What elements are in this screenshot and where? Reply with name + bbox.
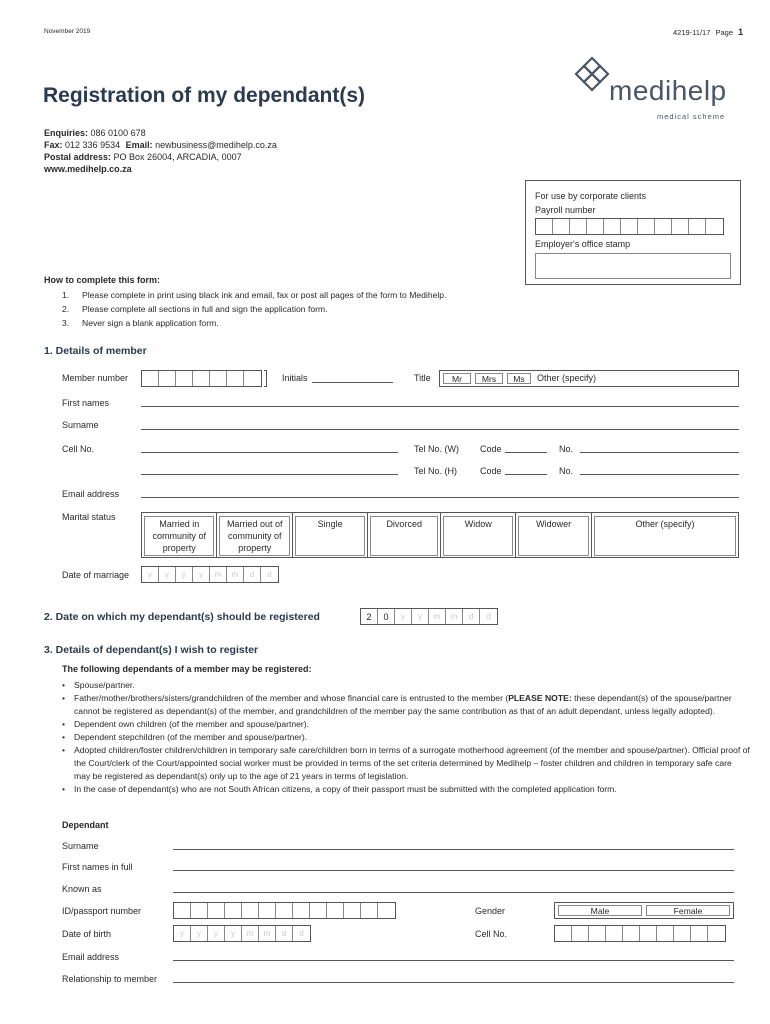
cell-label: Cell No.	[62, 444, 95, 454]
form-code	[673, 27, 743, 37]
tel-h-code-label: Code	[480, 466, 502, 476]
tel-h-label: Tel No. (H)	[414, 466, 458, 476]
payroll-number-input[interactable]	[535, 218, 724, 235]
email-value: newbusiness@medihelp.co.za	[155, 140, 277, 150]
instruction-item	[62, 318, 219, 328]
medihelp-logo	[574, 56, 727, 126]
member-number-input[interactable]	[141, 370, 262, 387]
instruction-num: 3.	[62, 318, 70, 328]
marital-status-label: Marital status	[62, 512, 116, 522]
postal-label: Postal address:	[44, 152, 112, 162]
instruction-num: 2.	[62, 304, 70, 314]
corporate-heading: For use by corporate clients	[535, 191, 647, 201]
marital-status-options	[141, 512, 739, 558]
surname-label: Surname	[62, 420, 99, 430]
brand-name: medihelp	[609, 75, 727, 106]
dependant-cell-label: Cell No.	[475, 929, 508, 939]
tel-w-code-label: Code	[480, 444, 502, 454]
stamp-area[interactable]	[535, 253, 731, 279]
title-mrs-option[interactable]: Mrs	[475, 373, 503, 384]
dependant-email-label: Email address	[62, 952, 120, 962]
dependant-id-input[interactable]	[173, 902, 396, 919]
dependant-rules-list	[60, 679, 750, 796]
fax-value: 012 336 9534	[65, 140, 121, 150]
surname-input[interactable]	[141, 429, 739, 430]
dependant-email-input[interactable]	[173, 960, 734, 961]
gender-female-option[interactable]: Female	[646, 905, 730, 916]
dependant-id-label: ID/passport number	[62, 906, 142, 916]
dependant-gender-label: Gender	[475, 906, 506, 916]
payroll-label: Payroll number	[535, 205, 596, 215]
date-of-marriage-input[interactable]: y y y y m m d d	[141, 566, 279, 583]
dependant-heading: Dependant	[62, 820, 109, 830]
list-item: • Adopted children/foster children/children in temporary safe care/children born in terms of a surrogate motherhood agreement (of the member and spouse/partner). Official proof of the Court/clerk of the Court/appointed social worker must be provided in terms of the set criteria determined by Medihelp – foster children and children in temporary safe care may be registered as dependant(s) only up to the age of 21 years in terms of legislation.	[60, 744, 750, 783]
gender-male-option[interactable]: Male	[558, 905, 642, 916]
tel-h-no-label: No.	[559, 466, 574, 476]
email-address-input[interactable]	[141, 497, 739, 498]
instruction-text: Never sign a blank application form.	[82, 318, 219, 328]
instructions-heading: How to complete this form:	[44, 275, 161, 285]
email-label: Email:	[125, 140, 153, 150]
dependant-known-as-label: Known as	[62, 884, 102, 894]
initials-input[interactable]	[312, 382, 393, 383]
dependant-relationship-label: Relationship to member	[62, 974, 158, 984]
tel-w-no-input[interactable]	[580, 452, 739, 453]
tel-w-no-label: No.	[559, 444, 574, 454]
marital-option[interactable]: Single	[293, 513, 368, 557]
dependant-dob-label: Date of birth	[62, 929, 112, 939]
section3-subheading: The following dependants of a member may be registered:	[62, 664, 312, 674]
marital-option[interactable]: Other (specify)	[592, 513, 738, 557]
page-number: 1	[738, 27, 744, 37]
stamp-label: Employer's office stamp	[535, 239, 631, 249]
section2-heading: 2. Date on which my dependant(s) should be registered	[44, 611, 320, 623]
dependant-known-as-input[interactable]	[173, 892, 734, 893]
section3-heading: 3. Details of dependant(s) I wish to register	[44, 644, 259, 656]
dependant-dob-input[interactable]: y y y y m m d d	[173, 925, 311, 942]
fax-line	[44, 140, 277, 150]
page-title: Registration of my dependant(s)	[43, 84, 366, 107]
list-item: • In the case of dependant(s) who are not South African citizens, a copy of their passport must be submitted with the completed application form.	[60, 783, 750, 796]
marital-option[interactable]: Divorced	[368, 513, 441, 557]
instruction-text: Please complete all sections in full and sign the application form.	[82, 304, 328, 314]
postal-value: PO Box 26004, ARCADIA, 0007	[113, 152, 242, 162]
dependant-cell-input[interactable]	[554, 925, 726, 942]
form-code-value: 4219-11/17	[673, 28, 711, 37]
tel-h-no-input[interactable]	[580, 474, 739, 475]
list-item: • Dependent own children (of the member and spouse/partner).	[60, 718, 750, 731]
list-item: • Dependent stepchildren (of the member and spouse/partner).	[60, 731, 750, 744]
cell-input[interactable]	[141, 452, 398, 453]
first-names-label: First names	[62, 398, 110, 408]
cell-input-2[interactable]	[141, 474, 398, 475]
dependant-first-names-label: First names in full	[62, 862, 133, 872]
form-date: November 2019	[44, 28, 91, 35]
member-number-extra[interactable]	[264, 370, 267, 387]
enquiries-value: 086 0100 678	[90, 128, 146, 138]
marital-option[interactable]: Married in community of property	[142, 513, 217, 557]
email-address-label: Email address	[62, 489, 120, 499]
title-label: Title	[414, 373, 431, 383]
tel-w-label: Tel No. (W)	[414, 444, 459, 454]
marital-option[interactable]: Widower	[516, 513, 591, 557]
please-note-label: PLEASE NOTE:	[508, 693, 572, 703]
instruction-text: Please complete in print using black ink and email, fax or post all pages of the form to Medihelp.	[82, 290, 447, 300]
marital-option[interactable]: Married out of community of property	[217, 513, 292, 557]
tel-h-code-input[interactable]	[505, 474, 547, 475]
initials-label: Initials	[282, 373, 308, 383]
first-names-input[interactable]	[141, 406, 739, 407]
instruction-item	[62, 290, 446, 300]
enquiries-label: Enquiries:	[44, 128, 89, 138]
corporate-box	[525, 180, 741, 285]
medihelp-logo-icon	[574, 56, 610, 92]
title-mr-option[interactable]: Mr	[443, 373, 471, 384]
instruction-num: 1.	[62, 290, 70, 300]
instruction-item	[62, 304, 328, 314]
marital-option[interactable]: Widow	[441, 513, 516, 557]
section1-heading: 1. Details of member	[44, 345, 147, 357]
date-of-marriage-label: Date of marriage	[62, 570, 130, 580]
dependant-first-names-input[interactable]	[173, 870, 734, 871]
postal-line	[44, 152, 242, 162]
fax-label: Fax:	[44, 140, 63, 150]
list-item: • Father/mother/brothers/sisters/grandchildren of the member and whose financial care is entrusted to the member (PLEASE NOTE: these dependant(s) of the spouse/partner cannot be registered as dependant(s) of the member, and grandchildren of the member pay the same contribution as that of an adult dependant, unless legally adopted).	[60, 692, 750, 718]
dependant-relationship-input[interactable]	[173, 982, 734, 983]
tel-w-code-input[interactable]	[505, 452, 547, 453]
member-number-label: Member number	[62, 373, 129, 383]
brand-tagline: medical scheme	[657, 112, 726, 121]
website-link[interactable]: www.medihelp.co.za	[44, 164, 132, 174]
dependant-surname-label: Surname	[62, 841, 99, 851]
dependant-surname-input[interactable]	[173, 849, 734, 850]
enquiries-line	[44, 128, 146, 138]
title-ms-option[interactable]: Ms	[507, 373, 531, 384]
title-other-label: Other (specify)	[537, 373, 597, 383]
registration-date-input[interactable]: 2 0 y y m m d d	[360, 608, 498, 625]
page-label: Page	[715, 28, 734, 37]
list-item: • Spouse/partner.	[60, 679, 750, 692]
